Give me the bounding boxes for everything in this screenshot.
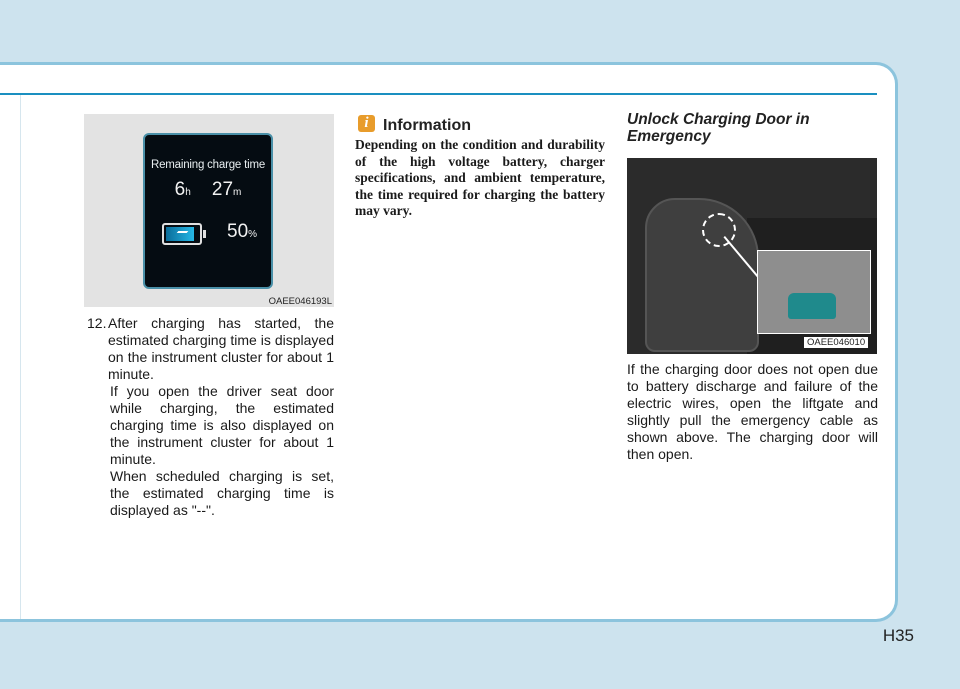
information-title: Information [383, 117, 471, 134]
step-paragraph-1: If you open the driver seat door while charging, the estimated charging time is also displayed on the instrument cluster for about 1 minute. [110, 383, 334, 467]
section-title: Unlock Charging Door in Emergency [627, 111, 810, 145]
instrument-cluster-display [143, 133, 273, 289]
step-text: After charging has started, the estimated charging time is displayed on the instrument cluster for about 1 minute. [108, 315, 334, 382]
cluster-title: Remaining charge time [150, 159, 266, 171]
hours-unit: h [185, 187, 191, 198]
figure-code: OAEE046193L [268, 296, 332, 307]
battery-percent [227, 221, 257, 243]
minutes-unit: m [233, 187, 242, 198]
release-handle-tag [788, 293, 836, 319]
side-panel [645, 198, 759, 352]
minutes-value: 27 [211, 179, 234, 200]
page-number: H35 [882, 626, 914, 645]
emergency-body: If the charging door does not open due to battery discharge and failure of the electric wires, open the liftgate and slightly pull the emergency cable as shown above. The charging door will then open. [627, 361, 878, 462]
hours-value: 6 [174, 179, 186, 200]
information-icon: i [358, 115, 375, 132]
battery-icon [162, 223, 202, 245]
information-body: Depending on the condition and durability of the high voltage battery, charger specifications, and ambient temperature, the time required for charging the battery may vary. [355, 137, 605, 218]
percent-unit: % [248, 229, 258, 240]
margin-rule [20, 95, 21, 619]
emergency-cable-inset [757, 250, 871, 334]
liftgate-figure [627, 158, 877, 354]
highlight-circle [702, 213, 736, 247]
charge-time-figure [84, 114, 334, 307]
remaining-time [145, 179, 271, 201]
step-12 [87, 315, 334, 383]
battery-fill [166, 227, 194, 241]
header-rule [0, 93, 877, 95]
percent-value: 50 [227, 221, 249, 242]
step-number: 12. [87, 315, 107, 331]
figure-code: OAEE046010 [804, 337, 868, 348]
step-paragraph-2: When scheduled charging is set, the estimated charging time is displayed as "--". [110, 468, 334, 518]
